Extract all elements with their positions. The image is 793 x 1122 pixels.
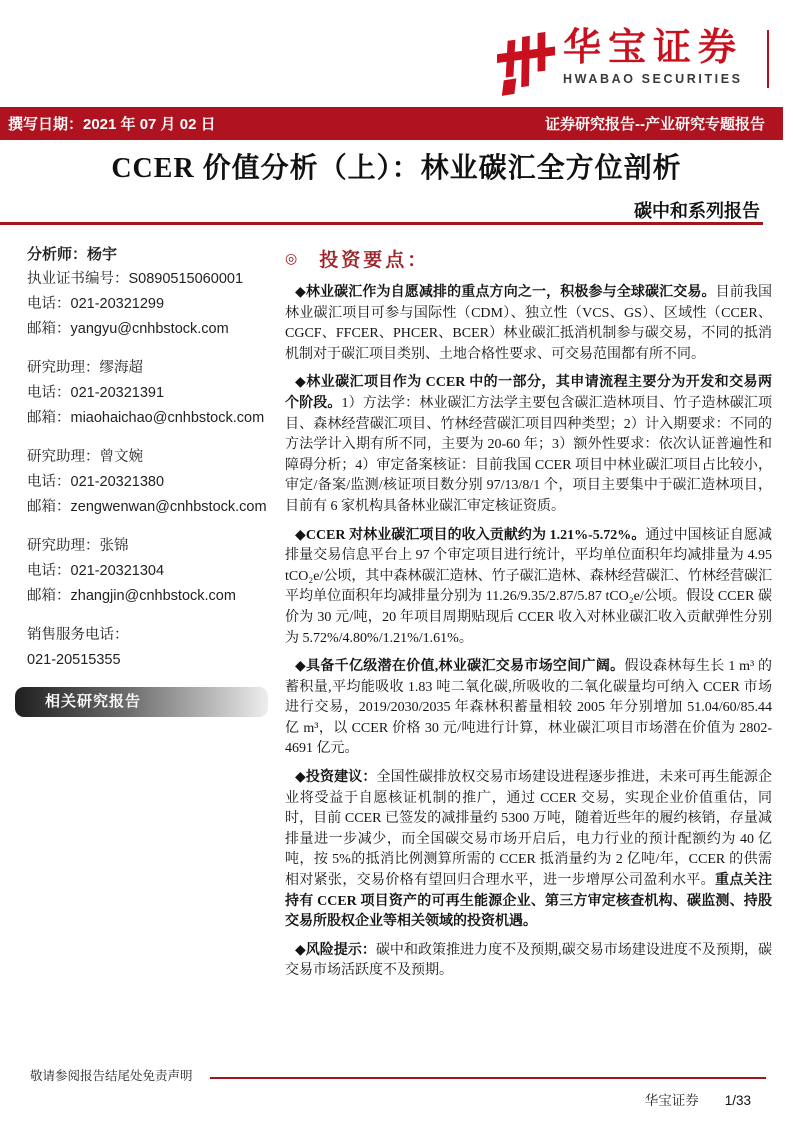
analyst-line: 电话：021-20321304 — [27, 563, 165, 579]
related-reports-bar: 相关研究报告 — [15, 687, 268, 717]
analyst-line: 销售服务电话： — [27, 627, 129, 643]
key-point-lead: 重点关注持有 CCER 项目资产的可再生能源企业、第三方审定核查机构、碳监测、持股交易所股权企业等相关领域的投资机遇。 — [285, 873, 772, 930]
logo-text — [563, 27, 743, 86]
analyst-line: 执业证书编号：S0890515060001 — [27, 271, 244, 287]
company-logo — [497, 27, 765, 97]
analyst-line: 邮箱：yangyu@cnhbstock.com — [27, 321, 229, 337]
key-point-paragraph — [285, 373, 772, 517]
report-type: 证券研究报告--产业研究专题报告 — [545, 116, 765, 133]
analyst-line: 电话：021-20321380 — [27, 474, 165, 490]
header-bar — [0, 107, 783, 140]
analyst-group — [27, 445, 277, 520]
report-title: CCER 价值分析（上）：林业碳汇全方位剖析 — [111, 153, 682, 184]
title-divider — [0, 222, 763, 225]
analyst-group — [27, 242, 277, 342]
key-point-lead: ◆CCER 对林业碳汇项目的收入贡献约为 1.21%-5.72%。 — [295, 527, 646, 543]
key-point-paragraph — [285, 768, 772, 933]
analyst-line: 研究助理：曾文婉 — [27, 449, 143, 465]
analyst-line: 邮箱：zengwenwan@cnhbstock.com — [27, 499, 267, 515]
report-series: 碳中和系列报告 — [634, 201, 760, 221]
key-points-section — [285, 245, 772, 990]
analyst-line: 电话：021-20321391 — [27, 385, 165, 401]
hwabao-logo-icon — [497, 27, 555, 97]
key-point-text: 1）方法学：林业碳汇方法学主要包含碳汇造林项目、竹子造林碳汇项目、森林经营碳汇项目、竹林经营碳汇项目四种类型；2）计入期要求：不同的方法学计入期有所不同，主要为 20-60 年；3）额外性要求：依次认证普遍性和障碍分析；4）审定备案核证：目前我国 CCER 项目中林业碳汇项目占比较小，审定/备案/监测/核证项目数分别 97/13/8/1 个，项目主要集中于碳汇造林项目，目前有 6 家机构具备林业碳汇审定核证资质。 — [285, 395, 773, 514]
key-point-text: 目前我国林业碳汇项目可参与国际性（CDM）、独立性（VCS、GS）、区域性（CCER、CGCF、FFCER、PHCER、BCER）林业碳汇抵消机制参与碳交易，不同的抵消机制对于碳汇项目类别、土地合格性要求、可交易范围都有所不同。 — [285, 285, 773, 362]
analyst-group — [27, 356, 277, 431]
footer-right — [645, 1089, 751, 1109]
key-point-lead: ◆投资建议： — [295, 770, 377, 786]
key-point-text: 全国性碳排放权交易市场建设进程逐步推进，未来可再生能源企业将受益于自愿核证机制的推广，通过 CCER 交易，实现企业价值重估，同时，目前 CCER 已签发的减排量约 5300 万吨，随着近些年的履约核销，存量减排量进一步减少，而全国碳交易市场开启后，电力行业的预计配额约为 40 亿吨，按 5%的抵消比例测算所需的 CCER 抵消量约为 2 亿吨/年，CCER 的供需相对紧张，交易价格有望回归合理水平，进一步增厚公司盈利水平。 — [285, 770, 772, 889]
analyst-group — [27, 623, 277, 673]
key-point-lead: ◆林业碳汇作为自愿减排的重点方向之一，积极参与全球碳汇交易。 — [295, 285, 716, 300]
analyst-line: 021-20515355 — [27, 652, 121, 668]
key-points-header — [285, 245, 772, 272]
key-point-lead: ◆林业碳汇项目作为 CCER 中的一部分，其申请流程主要分为开发和交易两个阶段。 — [285, 375, 772, 411]
logo-name-en: HWABAO SECURITIES — [563, 72, 743, 86]
ring-bullet-icon: ◎ — [285, 250, 298, 266]
analyst-group — [27, 534, 277, 609]
analyst-line: 邮箱：miaohaichao@cnhbstock.com — [27, 410, 265, 426]
analyst-line: 研究助理：缪海超 — [27, 360, 143, 376]
key-point-paragraph — [285, 657, 772, 760]
key-points-body — [285, 283, 772, 982]
analyst-info — [27, 242, 277, 717]
footer-divider — [210, 1077, 766, 1079]
key-point-text: 假设森林每生长 1 m³ 的蓄积量,平均能吸收 1.83 吨二氧化碳,所吸收的二氧化碳量均可纳入 CCER 市场进行交易，2019/2030/2035 年森林积蓄量相较 2005 年分别增加 51.04/60/85.44 亿 m³，以 CCER 价格 30 元/吨进行计算，林业碳汇项目市场潜在价值为 2802-4691 亿元。 — [285, 659, 773, 757]
key-point-text: 通过中国核证自愿减排量交易信息平台上 97 个审定项目进行统计，平均单位面积年均减排量为 4.95 tCO₂e/公顷，其中森林碳汇造林、竹子碳汇造林、森林经营碳汇、竹林经营碳汇平均单位面积年均减排量分别为 11.26/9.35/2.87/5.87 tCO₂e/公顷。假设 CCER 碳价为 30 元/吨，20 年项目周期贴现后 CCER 收入对林业碳汇收入贡献弹性分别为 5.72%/4.80%/1.21%/1.61%。 — [285, 527, 772, 646]
analyst-line: 研究助理：张锦 — [27, 538, 129, 554]
key-point-text: 碳中和政策推进力度不及预期,碳交易市场建设进度不及预期，碳交易市场活跃度不及预期。 — [285, 942, 772, 979]
logo-name-cn: 华宝证券 — [563, 27, 744, 69]
footer-page-number: 1/33 — [724, 1093, 751, 1108]
footer-brand: 华宝证券 — [644, 1093, 699, 1108]
logo-accent-line — [767, 30, 769, 88]
key-point-lead: ◆具备千亿级潜在价值,林业碳汇交易市场空间广阔。 — [295, 659, 625, 675]
footer-disclaimer: 敬请参阅报告结尾处免责声明 — [30, 1069, 193, 1083]
analyst-line: 邮箱：zhangjin@cnhbstock.com — [27, 588, 236, 604]
key-point-paragraph — [285, 526, 772, 650]
report-date: 撰写日期：2021 年 07 月 02 日 — [8, 116, 216, 133]
key-point-paragraph — [285, 941, 772, 982]
key-point-lead: ◆风险提示： — [295, 942, 376, 958]
analyst-line: 分析师：杨宇 — [27, 246, 118, 263]
analyst-line: 电话：021-20321299 — [27, 296, 165, 312]
key-point-paragraph — [285, 283, 772, 365]
key-points-title: 投资要点： — [319, 250, 430, 271]
